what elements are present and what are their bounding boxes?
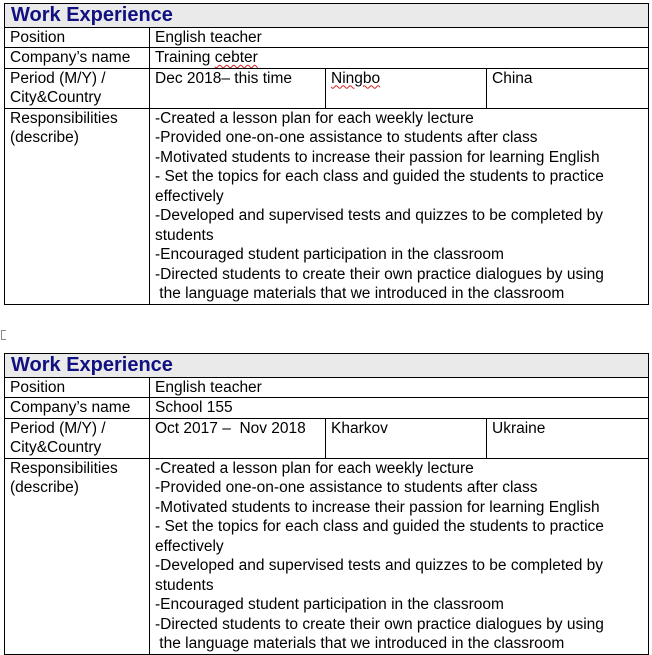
work-experience-section-2 <box>4 353 648 655</box>
section-title: Work Experience <box>11 4 173 26</box>
responsibilities-label-line2: (describe) <box>10 129 79 146</box>
period-label-line1: Period (M/Y) / <box>10 419 106 437</box>
responsibilities-row <box>5 458 649 654</box>
responsibility-item: -Directed students to create their own practice dialogues by using <box>155 265 604 283</box>
responsibilities-label-line2: (describe) <box>10 479 79 496</box>
work-experience-table <box>4 353 649 655</box>
period-label <box>5 418 150 458</box>
misspelled-word[interactable]: cebter <box>214 49 258 66</box>
responsibility-item: -Encouraged student participation in the classroom <box>155 596 504 613</box>
title-cell <box>5 354 649 378</box>
company-value[interactable]: School 155 <box>150 398 649 419</box>
company-value[interactable] <box>150 48 649 69</box>
responsibilities-label <box>5 458 150 654</box>
responsibility-item: -Provided one-on-one assistance to students after class <box>155 479 538 496</box>
position-value[interactable]: English teacher <box>150 27 649 48</box>
period-label-line2: City&Country <box>10 89 102 106</box>
responsibilities-row <box>5 108 649 304</box>
city-value[interactable] <box>326 68 487 108</box>
responsibilities-value[interactable] <box>150 458 649 654</box>
period-value[interactable]: Oct 2017 – Nov 2018 <box>150 418 326 458</box>
section-title: Work Experience <box>11 354 173 376</box>
country-value[interactable]: China <box>487 68 649 108</box>
responsibility-item: - Set the topics for each class and guided the students to practice effectively <box>155 168 604 205</box>
company-row <box>5 398 649 419</box>
responsibility-item: -Developed and supervised tests and quizzes to be completed by students <box>155 207 604 244</box>
work-experience-section-1 <box>4 3 648 305</box>
position-row <box>5 377 649 398</box>
misspelled-word[interactable]: Ningbo <box>331 69 381 87</box>
responsibility-item: -Encouraged student participation in the classroom <box>155 246 504 263</box>
title-row <box>5 354 649 378</box>
responsibility-item: -Developed and supervised tests and quizzes to be completed by students <box>155 557 604 594</box>
responsibility-item: the language materials that we introduced in the classroom <box>155 285 565 302</box>
period-row <box>5 68 649 108</box>
company-row <box>5 48 649 69</box>
work-experience-table <box>4 3 649 305</box>
company-prefix: Training <box>155 49 215 66</box>
country-value[interactable]: Ukraine <box>487 418 649 458</box>
responsibility-item: -Created a lesson plan for each weekly lecture <box>155 109 474 127</box>
position-label: Position <box>5 27 150 48</box>
table-move-handle[interactable] <box>1 330 6 340</box>
responsibility-item: -Motivated students to increase their passion for learning English <box>155 498 600 516</box>
period-label-line2: City&Country <box>10 439 102 456</box>
responsibility-item: -Directed students to create their own practice dialogues by using <box>155 615 604 633</box>
responsibilities-label-line1: Responsibilities <box>10 459 118 477</box>
position-row <box>5 27 649 48</box>
responsibility-item: the language materials that we introduced in the classroom <box>155 635 565 652</box>
company-label: Company’s name <box>5 398 150 419</box>
title-row <box>5 4 649 28</box>
period-label <box>5 68 150 108</box>
period-label-line1: Period (M/Y) / <box>10 69 106 87</box>
responsibilities-label <box>5 108 150 304</box>
position-label: Position <box>5 377 150 398</box>
company-label: Company’s name <box>5 48 150 69</box>
responsibilities-value[interactable] <box>150 108 649 304</box>
responsibilities-label-line1: Responsibilities <box>10 109 118 127</box>
title-cell <box>5 4 649 28</box>
responsibility-item: - Set the topics for each class and guided the students to practice effectively <box>155 518 604 555</box>
city-value[interactable]: Kharkov <box>326 418 487 458</box>
responsibility-item: -Motivated students to increase their passion for learning English <box>155 148 600 166</box>
responsibility-item: -Provided one-on-one assistance to students after class <box>155 129 538 146</box>
period-row <box>5 418 649 458</box>
position-value[interactable]: English teacher <box>150 377 649 398</box>
period-value[interactable]: Dec 2018– this time <box>150 68 326 108</box>
responsibility-item: -Created a lesson plan for each weekly lecture <box>155 459 474 477</box>
